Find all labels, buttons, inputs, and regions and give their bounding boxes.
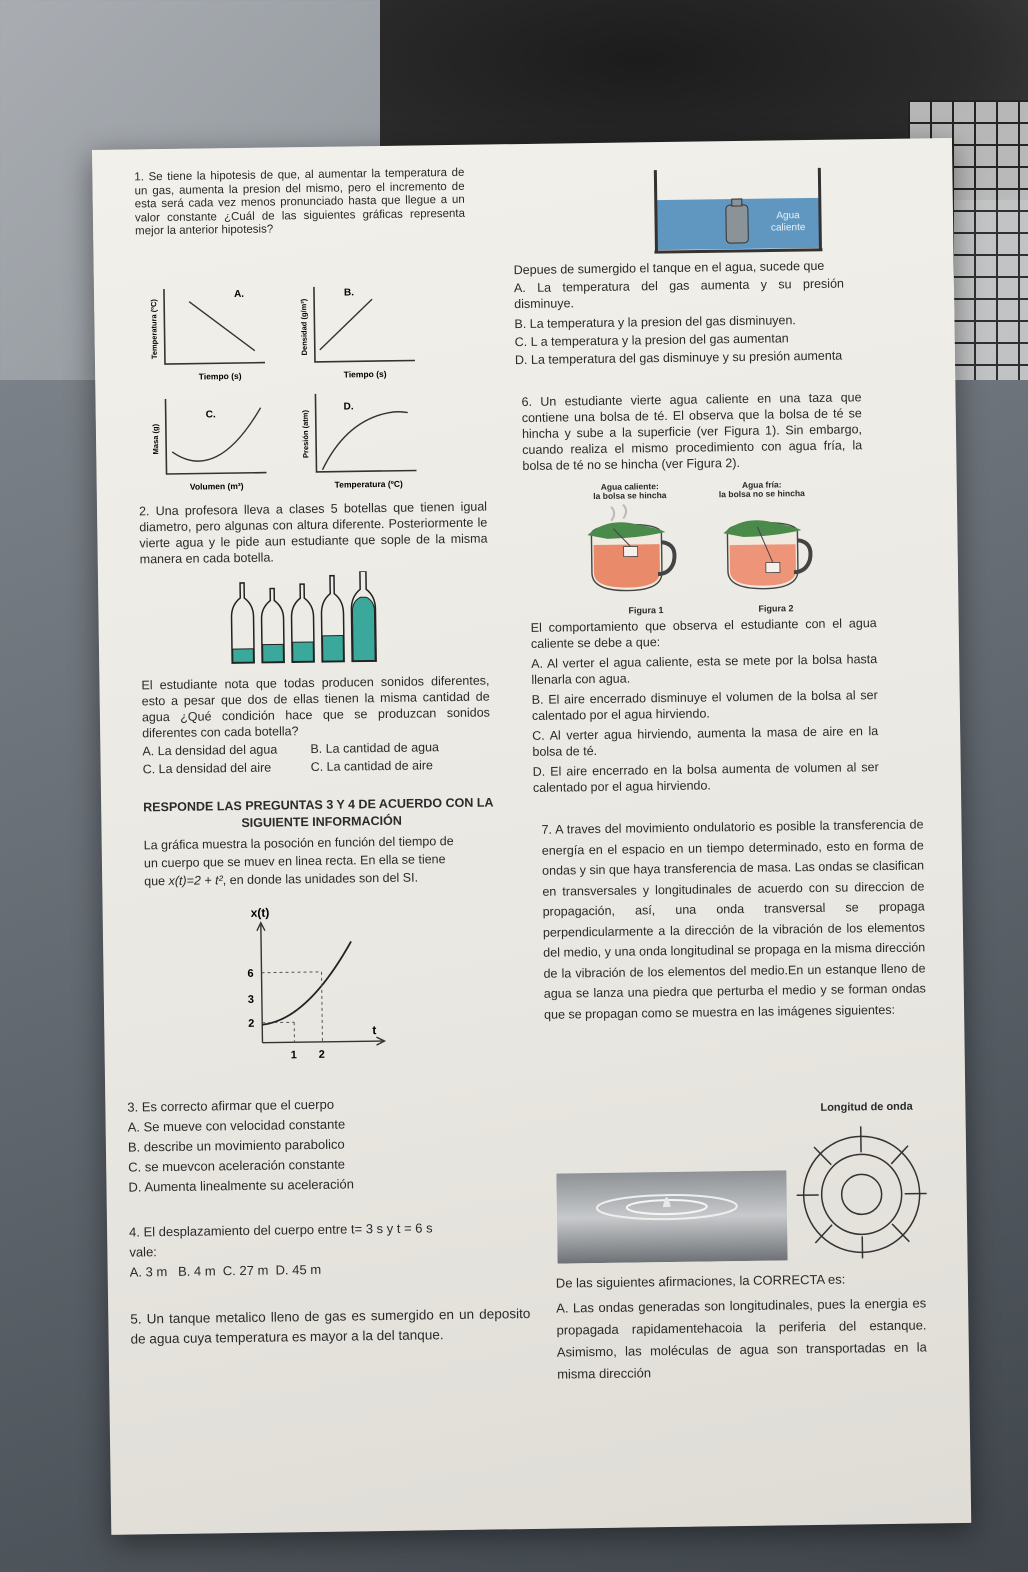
cup-cold [723,520,811,590]
q3-option-a: A. Se mueve con velocidad constante [127,1116,346,1135]
graph-c [150,398,266,493]
tea-cups-figure [577,499,868,603]
q2-option-c1: C. La densidad del aire [142,760,272,777]
worksheet-paper [92,138,971,1535]
ytick-6: 6 [247,967,254,980]
q5-text: 5. Un tanque metalico lleno de gas es sumergido en un deposito de agua cuya temperatura es mayor a la del tanque. [130,1305,531,1347]
q2-text2: El estudiante nota que todas producen sonidos diferentes, esto a pesar que dos de ellas tienen la misma cantidad de agua ¿Qué condición hace que se produzcan sonidos diferentes con cada botella? [141,673,490,741]
q3-option-b: B. describe un movimiento parabolico [127,1136,345,1155]
q6-option-c: C. Al verter agua hirviendo, aumenta la masa de aire en la bolsa de té. [532,724,879,759]
fig1-title [585,482,675,501]
fig1-title-line2: la bolsa se hincha [593,490,667,502]
q6-text2: El comportamiento que observa el estudiante con el agua caliente se debe a que: [530,616,877,651]
q6-option-b: B. El aire encerrado disminuye el volumen de la bolsa al ser calentado por el agua hirviendo. [531,688,878,723]
q2-option-b: B. La cantidad de agua [310,740,440,757]
q3-option-d: D. Aumenta linealmente su aceleración [128,1176,355,1195]
fig2-title [712,480,812,499]
graph-d [300,393,416,491]
graph-b-letter: B. [343,287,355,299]
graph-b-ylabel: Densidad (g/m³) [299,298,309,356]
xtick-2: 2 [318,1048,325,1061]
q5-option-b: B. La temperatura y la presion del gas disminuyen. [514,313,796,332]
position-graph-xlabel: t [372,1023,377,1038]
ytick-3: 3 [247,993,255,1006]
graph-a-xlabel: Tiempo (s) [198,370,242,382]
q3-option-c: C. se muevcon aceleración constante [128,1156,346,1175]
tank-label-hot: caliente [770,222,806,234]
q2-option-c2: C. La cantidad de aire [310,758,434,775]
fig2-title-line2: la bolsa no se hincha [718,488,805,500]
q5-option-c: C. L a temperatura y la presion del gas aumentan [514,331,789,350]
tank-figure [647,159,848,262]
ytick-2: 2 [248,1017,255,1030]
graph-a-ylabel: Temperatura (ºC) [149,299,159,360]
graph-d-ylabel: Presión (atm) [300,410,311,459]
tank-label-water: Agua [776,210,800,222]
q5-option-a: A. La temperatura del gas aumenta y su presión disminuye. [513,276,845,312]
wave-label: Longitud de onda [820,1100,913,1114]
q5-text2: Depues de sumergido el tanque en el agua, sucede que [513,258,825,278]
intro3-prefix: que [144,874,166,889]
section34-intro3 [144,870,418,890]
graph-d-letter: D. [343,401,354,413]
section34-intro2: un cuerpo que se muev en linea recta. En ella se tiene [143,852,446,871]
position-graph-ylabel: x(t) [250,905,270,920]
q1-graphs [134,280,467,495]
graph-b-xlabel: Tiempo (s) [343,368,387,380]
graph-a-letter: A. [233,288,245,301]
q7-option-a: A. Las ondas generadas son longitudinales, pues la energia es propagada rapidamentehacoia la periferia del estanque. Asimismo, las moléculas de agua son transportadas en la misma dirección [556,1295,927,1382]
q7-text: 7. A traves del movimiento ondulatorio es posible la transferencia de energía en el espacio en un tiempo determinado, esto en forma de ondas y sin que haya transferencia de masa. Las ondas se clasifican en transversales y longitudinales de acuerdo con su direccion de propagación, así, una onda transversal se propaga perpendicularmente a la dirección de la vibración de los elementos del medio, y una onda longitudinal se propaga en la misma dirección de la vibración de los elementos del medio.En un estanque lleno de agua se lanza una piedra que perturba el medio y se forman ondas que se propagan como se muestra en las imágenes siguientes: [541,817,926,1022]
q6-option-d: D. El aire encerrado en la bolsa aumenta de volumen al ser calentado por el agua hirviendo. [532,760,879,795]
graph-c-letter: C. [205,409,216,421]
xtick-1: 1 [290,1049,297,1062]
cup-hot [587,521,675,591]
q6-text: 6. Un estudiante vierte agua caliente en una taza que contiene una bolsa de té. El observa que la bolsa de té se hincha y sube a la superficie (ver Figura 1). Sin embargo, cuando realiza el mismo procedimiento con agua fría, la bolsa de té no se hincha (ver Figura 2). [521,390,863,474]
graph-d-xlabel: Temperatura (ºC) [334,478,403,490]
q4-text: 4. El desplazamiento del cuerpo entre t= 3 s y t = 6 s [129,1220,433,1240]
graph-c-xlabel: Volumen (m³) [189,480,244,492]
q5-option-d: D. La temperatura del gas disminuye y su presión aumenta [514,348,843,368]
fig2-caption: Figura 2 [758,603,794,614]
q2-option-a: A. La densidad del agua [142,742,278,759]
q3-text: 3. Es correcto afirmar que el cuerpo [127,1096,335,1115]
waves-figure [556,1123,938,1263]
q7-text2: De las siguientes afirmaciones, la CORRECTA es: [555,1271,846,1291]
fig1-title-line1: Agua caliente: [600,481,659,492]
q4-text2: vale: [129,1244,157,1260]
graph-a [149,288,265,383]
graph-b [299,286,415,381]
intro3-suffix: , en donde las unidades son del SI. [222,870,419,888]
graph-c-ylabel: Masa (g) [150,423,161,455]
q4-options: A. 3 m B. 4 m C. 27 m D. 45 m [129,1261,322,1280]
section34-heading1: RESPONDE LAS PREGUNTAS 3 Y 4 DE ACUERDO CON LA [143,795,494,815]
q6-option-a: A. Al verter el agua caliente, esta se mete por la bolsa hasta llenarla con agua. [531,652,878,687]
position-graph [221,901,393,1068]
bottles-figure [228,571,399,667]
position-formula: x(t)=2 + t² [168,873,223,889]
q2-text: 2. Una profesora lleva a clases 5 botellas que tienen igual diametro, pero algunas con altura diferente. Posteriormente le vierte agua y le pide aun estudiante que sople de la misma manera en cada botella. [138,499,488,567]
fig1-caption: Figura 1 [628,605,664,616]
q1-text: 1. Se tiene la hipotesis de que, al aumentar la temperatura de un gas, aumenta la presion del mismo, pero el incremento de esta será cada vez menos pronunciado hasta que llegue a un valor constante ¿Cuál de las siguientes gráficas representa mejor la anterior hipotesis? [134,166,466,238]
section34-intro1: La gráfica muestra la posoción en función del tiempo de [143,834,454,853]
fig2-title-line1: Agua fría: [741,479,782,490]
section34-heading2: SIGUIENTE INFORMACIÓN [241,813,402,830]
